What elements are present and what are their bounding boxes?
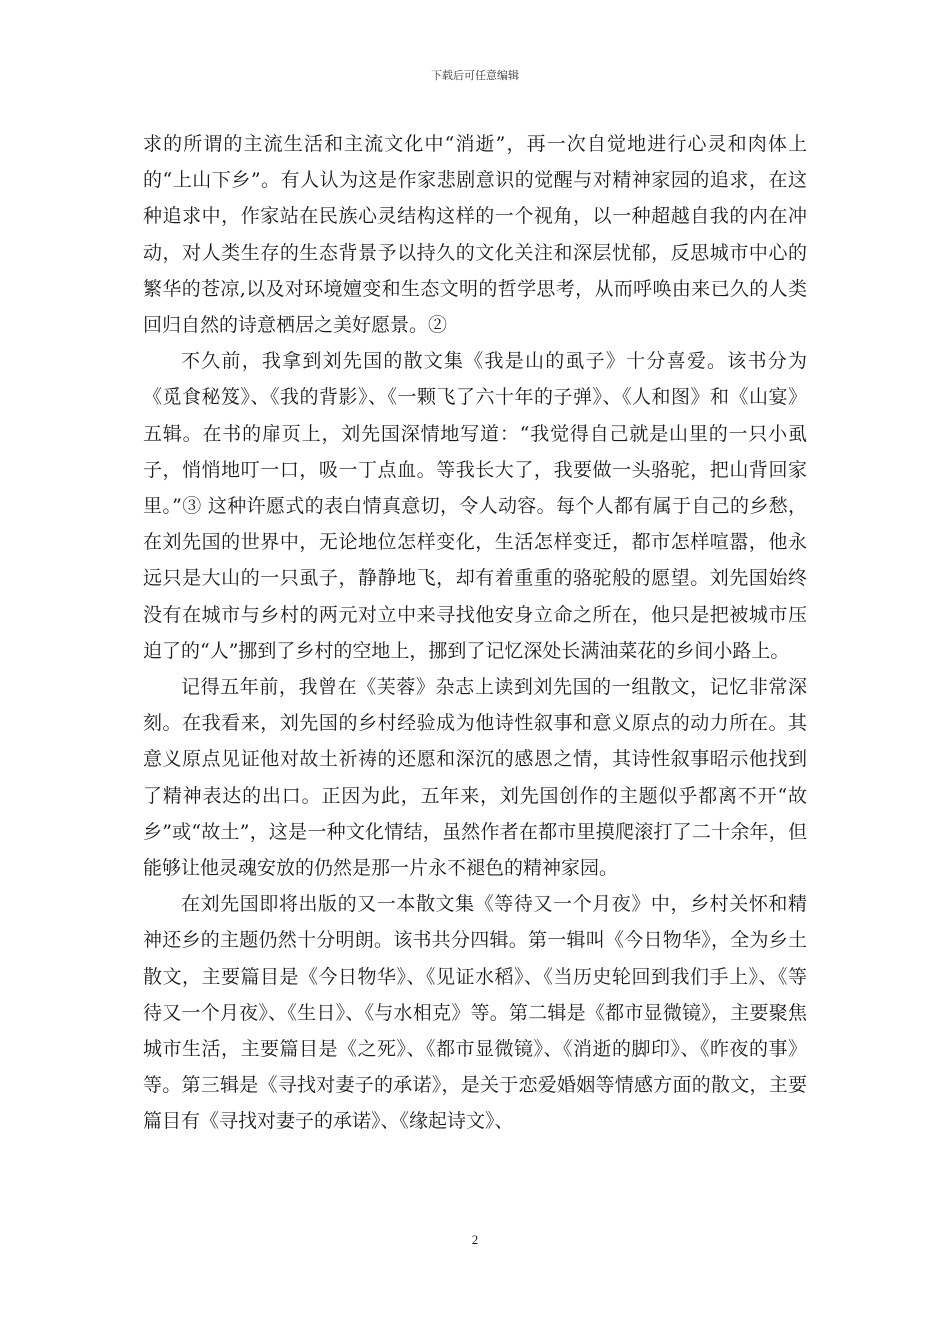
paragraph-4: 在刘先国即将出版的又一本散文集《等待又一个月夜》中，乡村关怀和精神还乡的主题仍然十分明朗。该书共分四辑。第一辑叫《今日物华》，全为乡土散文，主要篇目是《今日物华》、《见证水稻》、《当历史轮回到我们手上》、《等待又一个月夜》、《生日》、《与水相克》等。第二辑是《都市显微镜》，主要聚焦城市生活，主要篇目是《之死》、《都市显微镜》、《消逝的脚印》、《昨夜的事》等。第三辑是《寻找对妻子的承诺》，是关于恋爱婚姻等情感方面的散文，主要篇目有《寻找对妻子的承诺》、《缘起诗文》、 [143, 893, 807, 1133]
paragraph-2: 不久前，我拿到刘先国的散文集《我是山的虱子》十分喜爱。该书分为《觅食秘笈》、《我的背影》、《一颗飞了六十年的子弹》、《人和图》和《山宴》五辑。在书的扉页上，刘先国深情地写道：“我觉得自己就是山里的一只小虱子，悄悄地叮一口，吸一丁点血。等我长大了，我要做一头骆驼，把山背回家里。”③ 这种许愿式的表白情真意切，令人动容。每个人都有属于自己的乡愁，在刘先国的世界中，无论地位怎样变化，生活怎样变迁，都市怎样喧嚣，他永远只是大山的一只虱子，静静地飞，却有着重重的骆驼般的愿望。刘先国始终没有在城市与乡村的两元对立中来寻找他安身立命之所在，他只是把被城市压迫了的“人”挪到了乡村的空地上，挪到了记忆深处长满油菜花的乡间小路上。 [143, 350, 807, 662]
document-body [143, 126, 807, 1140]
paragraph-3: 记得五年前，我曾在《芙蓉》杂志上读到刘先国的一组散文，记忆非常深刻。在我看来，刘先国的乡村经验成为他诗性叙事和意义原点的动力所在。其意义原点见证他对故土祈祷的还愿和深沉的感恩之情，其诗性叙事昭示他找到了精神表达的出口。正因为此，五年来，刘先国创作的主题似乎都离不开“故乡”或“故土”，这是一种文化情结，虽然作者在都市里摸爬滚打了二十余年，但能够让他灵魂安放的仍然是那一片永不褪色的精神家园。 [143, 676, 807, 880]
page-number: 2 [471, 1232, 479, 1247]
page-header: 下载后可任意编辑 [431, 69, 519, 82]
paragraph-1: 求的所谓的主流生活和主流文化中“消逝”，再一次自觉地进行心灵和肉体上的“上山下乡”。有人认为这是作家悲剧意识的觉醒与对精神家园的追求，在这种追求中，作家站在民族心灵结构这样的一个视角，以一种超越自我的内在冲动，对人类生存的生态背景予以持久的文化关注和深层忧郁，反思城市中心的繁华的苍凉,以及对环境嬗变和生态文明的哲学思考，从而呼唤由来已久的人类回归自然的诗意栖居之美好愿景。② [143, 133, 807, 337]
